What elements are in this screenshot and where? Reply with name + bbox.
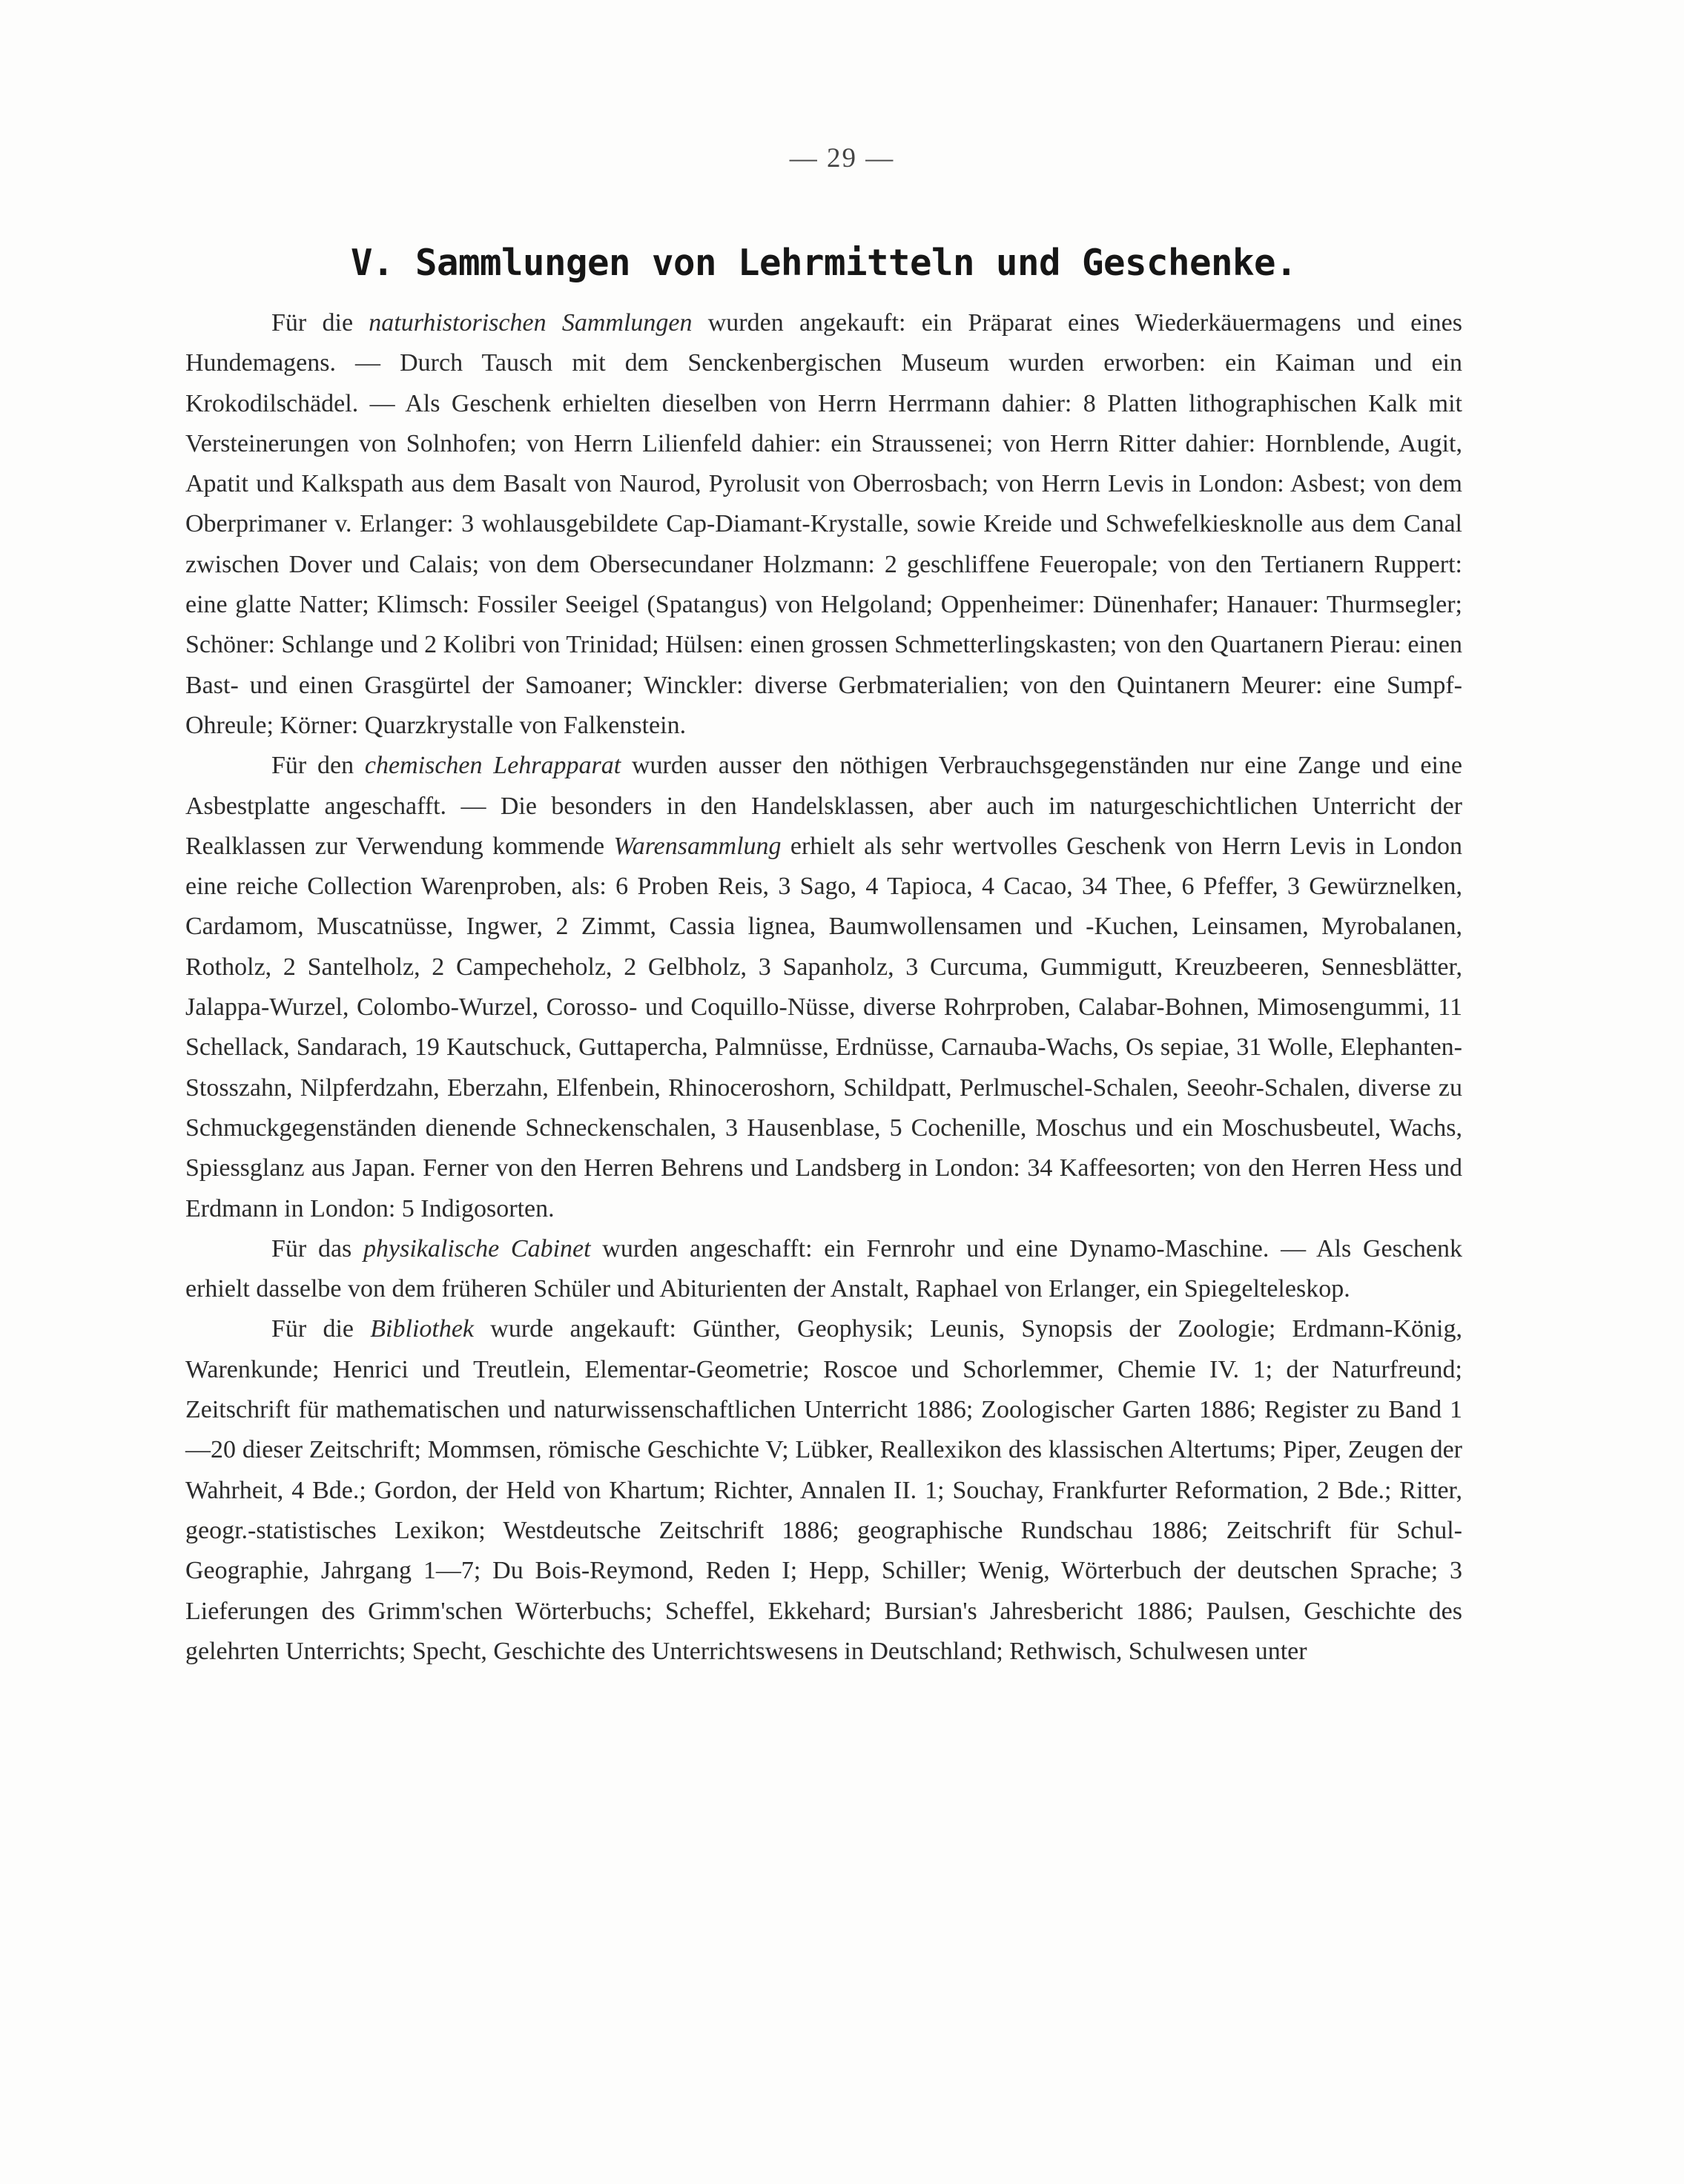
paragraph-physikalisches-cabinet <box>185 1229 1462 1310</box>
emphasized-term: Warensammlung <box>613 832 782 860</box>
section-title: V. Sammlungen von Lehrmitteln und Geschenke. <box>350 242 1298 284</box>
body-text <box>185 303 1462 1672</box>
paragraph-naturhistorische-sammlungen <box>185 303 1462 746</box>
text-segment: wurden angeschafft: ein Fernrohr und eine Dynamo-Maschine. — Als Geschenk erhielt dasselbe von dem früheren Schüler und Abiturienten der Anstalt, Raphael von Erlanger, ein Spiegelteleskop. <box>185 1234 1462 1303</box>
emphasized-term: Bibliothek <box>370 1315 475 1343</box>
text-segment: wurden ausser den nöthigen Verbrauchsgegenständen nur eine Zange und eine Asbestplatte angeschafft. — Die besonders in den Handelsklassen, aber auch im naturgeschichtlichen Unterricht der Realklassen zur Verwendung kommende <box>185 752 1462 860</box>
paragraph-bibliothek <box>185 1309 1462 1672</box>
text-segment: Für das <box>271 1234 364 1263</box>
emphasized-term: naturhistorischen Sammlungen <box>369 309 693 337</box>
paragraph-chemischer-lehrapparat <box>185 746 1462 1229</box>
text-segment: Für die <box>271 309 369 337</box>
text-segment: erhielt als sehr wertvolles Geschenk von Herrn Levis in London eine reiche Collection Warenproben, als: 6 Proben Reis, 3 Sago, 4 Tapioca, 4 Cacao, 34 Thee, 6 Pfeffer, 3 Gewürznelken, Cardamom, Muscatnüsse, Ingwer, 2 Zimmt, Cassia lignea, Baumwollensamen und -Kuchen, Leinsamen, Myrobalanen, Rotholz, 2 Santelholz, 2 Campecheholz, 2 Gelbholz, 3 Sapanholz, 3 Curcuma, Gummigutt, Kreuzbeeren, Sennesblätter, Jalappa-Wurzel, Colombo-Wurzel, Corosso- und Coquillo-Nüsse, diverse Rohrproben, Calabar-Bohnen, Mimosengummi, 11 Schellack, Sandarach, 19 Kautschuck, Guttapercha, Palmnüsse, Erdnüsse, Carnauba-Wachs, Os sepiae, 31 Wolle, Elephanten-Stosszahn, Nilpferdzahn, Eberzahn, Elfenbein, Rhinoceroshorn, Schildpatt, Perlmuschel-Schalen, Seeohr-Schalen, diverse zu Schmuckgegenständen dienende Schneckenschalen, 3 Hausenblase, 5 Cochenille, Moschus und ein Moschusbeutel, Wachs, Spiessglanz aus Japan. Ferner von den Herren Behrens und Landsberg in London: 34 Kaffeesorten; von den Herren Hess und Erdmann in London: 5 Indigosorten. <box>185 832 1462 1222</box>
emphasized-term: chemischen Lehrapparat <box>364 752 621 780</box>
text-segment: Für den <box>271 752 365 780</box>
page-number: — 29 — <box>789 143 895 173</box>
text-segment: wurden angekauft: ein Präparat eines Wiederkäuermagens und eines Hundemagens. — Durch Tausch mit dem Senckenbergischen Museum wurden erworben: ein Kaiman und ein Krokodilschädel. — Als Geschenk erhielten dieselben von Herrn Herrmann dahier: 8 Platten lithographischen Kalk mit Versteinerungen von Solnhofen; von Herrn Lilienfeld dahier: ein Straussenei; von Herrn Ritter dahier: Hornblende, Augit, Apatit und Kalkspath aus dem Basalt von Naurod, Pyrolusit von Oberrosbach; von Herrn Levis in London: Asbest; von dem Oberprimaner v. Erlanger: 3 wohlausgebildete Cap-Diamant-Krystalle, sowie Kreide und Schwefelkiesknolle aus dem Canal zwischen Dover und Calais; von dem Obersecundaner Holzmann: 2 geschliffene Feueropale; von den Tertianern Ruppert: eine glatte Natter; Klimsch: Fossiler Seeigel (Spatangus) von Helgoland; Oppenheimer: Dünenhafer; Hanauer: Thurmsegler; Schöner: Schlange und 2 Kolibri von Trinidad; Hülsen: einen grossen Schmetterlingskasten; von den Quartanern Pierau: einen Bast- und einen Grasgürtel der Samoaner; Winckler: diverse Gerbmaterialien; von den Quintanern Meurer: eine Sumpf-Ohreule; Körner: Quarzkrystalle von Falkenstein. <box>185 309 1462 739</box>
text-segment: Für die <box>271 1315 371 1343</box>
text-segment: wurde angekauft: Günther, Geophysik; Leunis, Synopsis der Zoologie; Erdmann-König, Warenkunde; Henrici und Treutlein, Elementar-Geometrie; Roscoe und Schorlemmer, Chemie IV. 1; der Naturfreund; Zeitschrift für mathematischen und naturwissenschaftlichen Unterricht 1886; Zoologischer Garten 1886; Register zu Band 1—20 dieser Zeitschrift; Mommsen, römische Geschichte V; Lübker, Reallexikon des klassischen Altertums; Piper, Zeugen der Wahrheit, 4 Bde.; Gordon, der Held von Khartum; Richter, Annalen II. 1; Souchay, Frankfurter Reformation, 2 Bde.; Ritter, geogr.-statistisches Lexikon; Westdeutsche Zeitschrift 1886; geographische Rundschau 1886; Zeitschrift für Schul-Geographie, Jahrgang 1—7; Du Bois-Reymond, Reden I; Hepp, Schiller; Wenig, Wörterbuch der deutschen Sprache; 3 Lieferungen des Grimm'schen Wörterbuchs; Scheffel, Ekkehard; Bursian's Jahresbericht 1886; Paulsen, Geschichte des gelehrten Unterrichts; Specht, Geschichte des Unterrichtswesens in Deutschland; Rethwisch, Schulwesen unter <box>185 1315 1462 1665</box>
emphasized-term: physikalische Cabinet <box>363 1234 591 1263</box>
